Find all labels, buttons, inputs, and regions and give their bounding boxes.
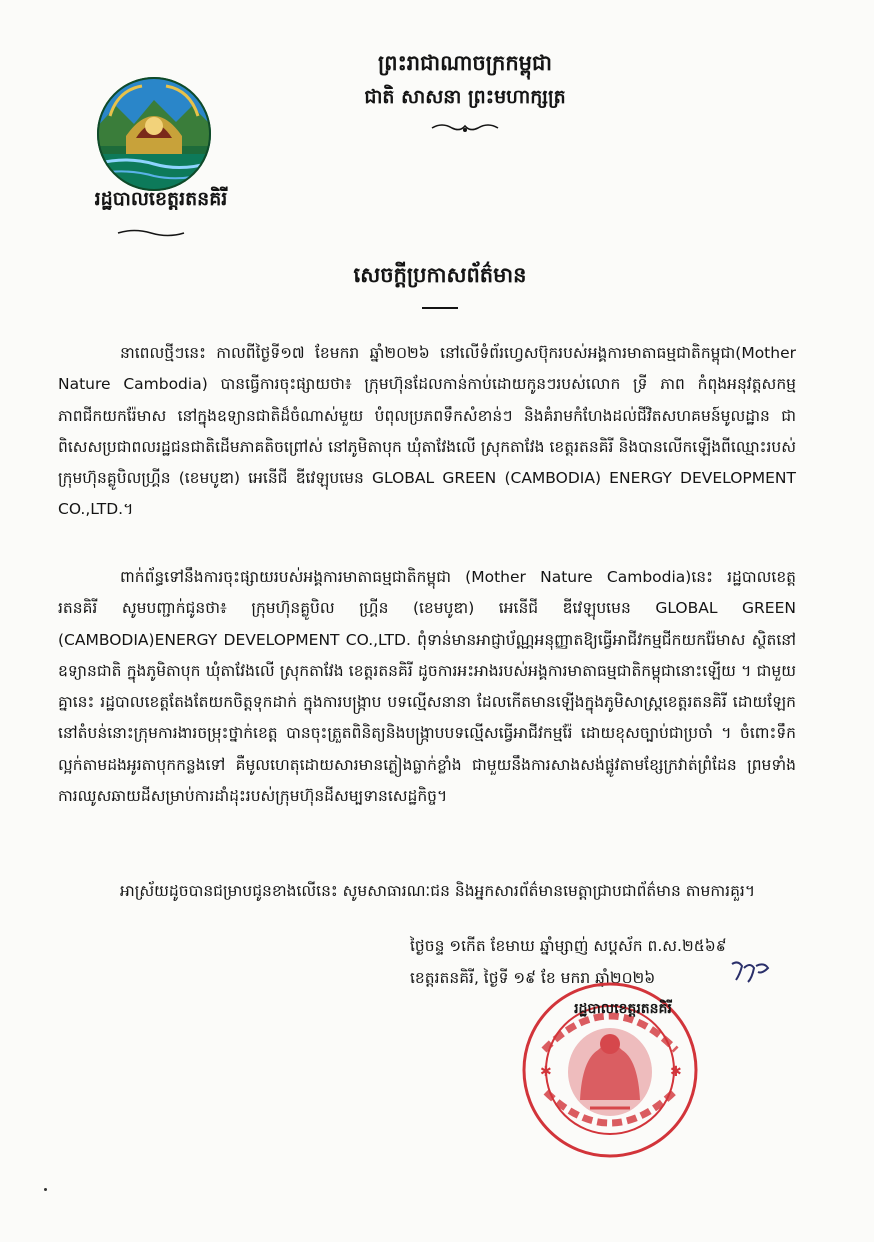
solar-date: ខេត្តរតនគិរី, ថ្ងៃទី ១៩ ខែ មករា ឆ្នាំ២០២៦ bbox=[410, 969, 656, 987]
title-underline-icon bbox=[420, 304, 460, 312]
signature-title: រដ្ឋបាលខេត្តរតនគិរី bbox=[574, 1001, 672, 1017]
paragraph-2: ពាក់ព័ន្ធទៅនឹងការចុះផ្សាយរបស់អង្គការមាតាធម្មជាតិកម្ពុជា (Mother Nature Cambodia)នេះ រដ្ឋបាលខេត្តរតនគិរី សូមបញ្ជាក់ជូនថា៖ ក្រុមហ៊ុនគ្លូបិល ហ្គ្រីន (ខេមបូឌា) អេនើជី ឌីវេឡុបមេន GLOBAL GREEN (CAMBODIA)ENERGY DEVELOPMENT CO.,LTD. ពុំទាន់មានអាជ្ញាប័ណ្ណអនុញ្ញាតឱ្យធ្វើអាជីវកម្មជីកយករ៉ែមាស ស្ថិតនៅឧទ្យានជាតិ ក្នុងភូមិតាបុក ឃុំតាវែងលើ ស្រុកតាវែង ខេត្តរតនគិរី ដូចការអះអាងរបស់អង្គការមាតាធម្មជាតិកម្ពុជានោះឡើយ ។ ជាមួយគ្នានេះ រដ្ឋបាលខេត្តតែងតែយកចិត្តទុកដាក់ ក្នុងការបង្ក្រាប បទល្មើសនានា ដែលកើតមានឡើងក្នុងភូមិសាស្ត្រខេត្តរតនគិរី ដោយឡែកនៅតំបន់នោះក្រុមការងារចម្រុះថ្នាក់ខេត្ត បានចុះត្រួតពិនិត្យនិងបង្ក្រាបបទល្មើសធ្វើអាជីវកម្មរ៉ែ ដោយខុសច្បាប់ជាប្រចាំ ។ ចំពោះទឹកល្អក់តាមដងអូរតាបុកកន្លងទៅ គឺមូលហេតុដោយសារមានភ្លៀងធ្លាក់ខ្លាំង ជាមួយនឹងការសាងសង់ផ្លូវតាមខ្សែក្រវាត់ព្រំដែន ព្រមទាំងការឈូសឆាយដីសម្រាប់ការដាំដុះរបស់ក្រុមហ៊ុនដីសម្បទានសេដ្ឋកិច្ច។ bbox=[58, 568, 796, 806]
ornament-divider-icon bbox=[116, 226, 186, 240]
paragraph-3: អាស្រ័យដូចបានជម្រាបជូនខាងលើនេះ សូមសាធារណៈជន និងអ្នកសារព័ត៌មានមេត្តាជ្រាបជាព័ត៌មាន តាមការគួរ។ bbox=[120, 882, 756, 900]
svg-text:✱: ✱ bbox=[540, 1064, 552, 1080]
svg-text:✱: ✱ bbox=[670, 1064, 682, 1080]
kingdom-title: ព្រះរាជាណាចក្រកម្ពុជា bbox=[377, 51, 552, 75]
paragraph-1: នាពេលថ្មីៗនេះ កាលពីថ្ងៃទី១៧ ខែមករា ឆ្នាំ២០២៦ នៅលើទំព័រហ្វេសប៊ុករបស់អង្គការមាតាធម្មជាតិកម្ពុជា(Mother Nature Cambodia) បានធ្វើការចុះផ្សាយថា៖ ក្រុមហ៊ុនដែលកាន់កាប់ដោយកូនៗរបស់លោក ទ្រី ភាព កំពុងអនុវត្តសកម្មភាពជីកយករ៉ែមាស នៅក្នុងឧទ្យានជាតិដ៏ចំណាស់មួយ បំពុលប្រភពទឹកសំខាន់ៗ និងគំរាមកំហែងដល់ជីវិតសហគមន៍មូលដ្ឋាន ជាពិសេសប្រជាពលរដ្ឋជនជាតិដើមភាគតិចព្រៅស់ នៅភូមិតាបុក ឃុំតាវែងលើ ស្រុកតាវែង ខេត្តរតនគិរី និងបានលើកឡើងពីឈ្មោះរបស់ក្រុមហ៊ុនគ្លូបិលហ្គ្រីន (ខេមបូឌា) អេនើជី ឌីវេឡុបមេន GLOBAL GREEN (CAMBODIA) ENERGY DEVELOPMENT CO.,LTD.។ bbox=[58, 344, 796, 519]
ornament-divider-icon bbox=[430, 120, 500, 136]
scan-speck bbox=[44, 1188, 47, 1191]
handwritten-initials-icon bbox=[728, 958, 772, 986]
national-motto: ជាតិ សាសនា ព្រះមហាក្សត្រ bbox=[364, 86, 566, 108]
province-admin-label: រដ្ឋបាលខេត្តរតនគិរី bbox=[94, 188, 228, 210]
kingdom-header bbox=[300, 46, 630, 136]
lunar-date: ថ្ងៃចន្ទ ១កើត ខែមាឃ ឆ្នាំម្សាញ់ សប្តស័ក ព.ស.២៥៦៩ bbox=[410, 937, 727, 955]
provincial-emblem-icon bbox=[96, 76, 212, 192]
document-title: សេចក្តីប្រកាសព័ត៌មាន bbox=[353, 263, 527, 287]
